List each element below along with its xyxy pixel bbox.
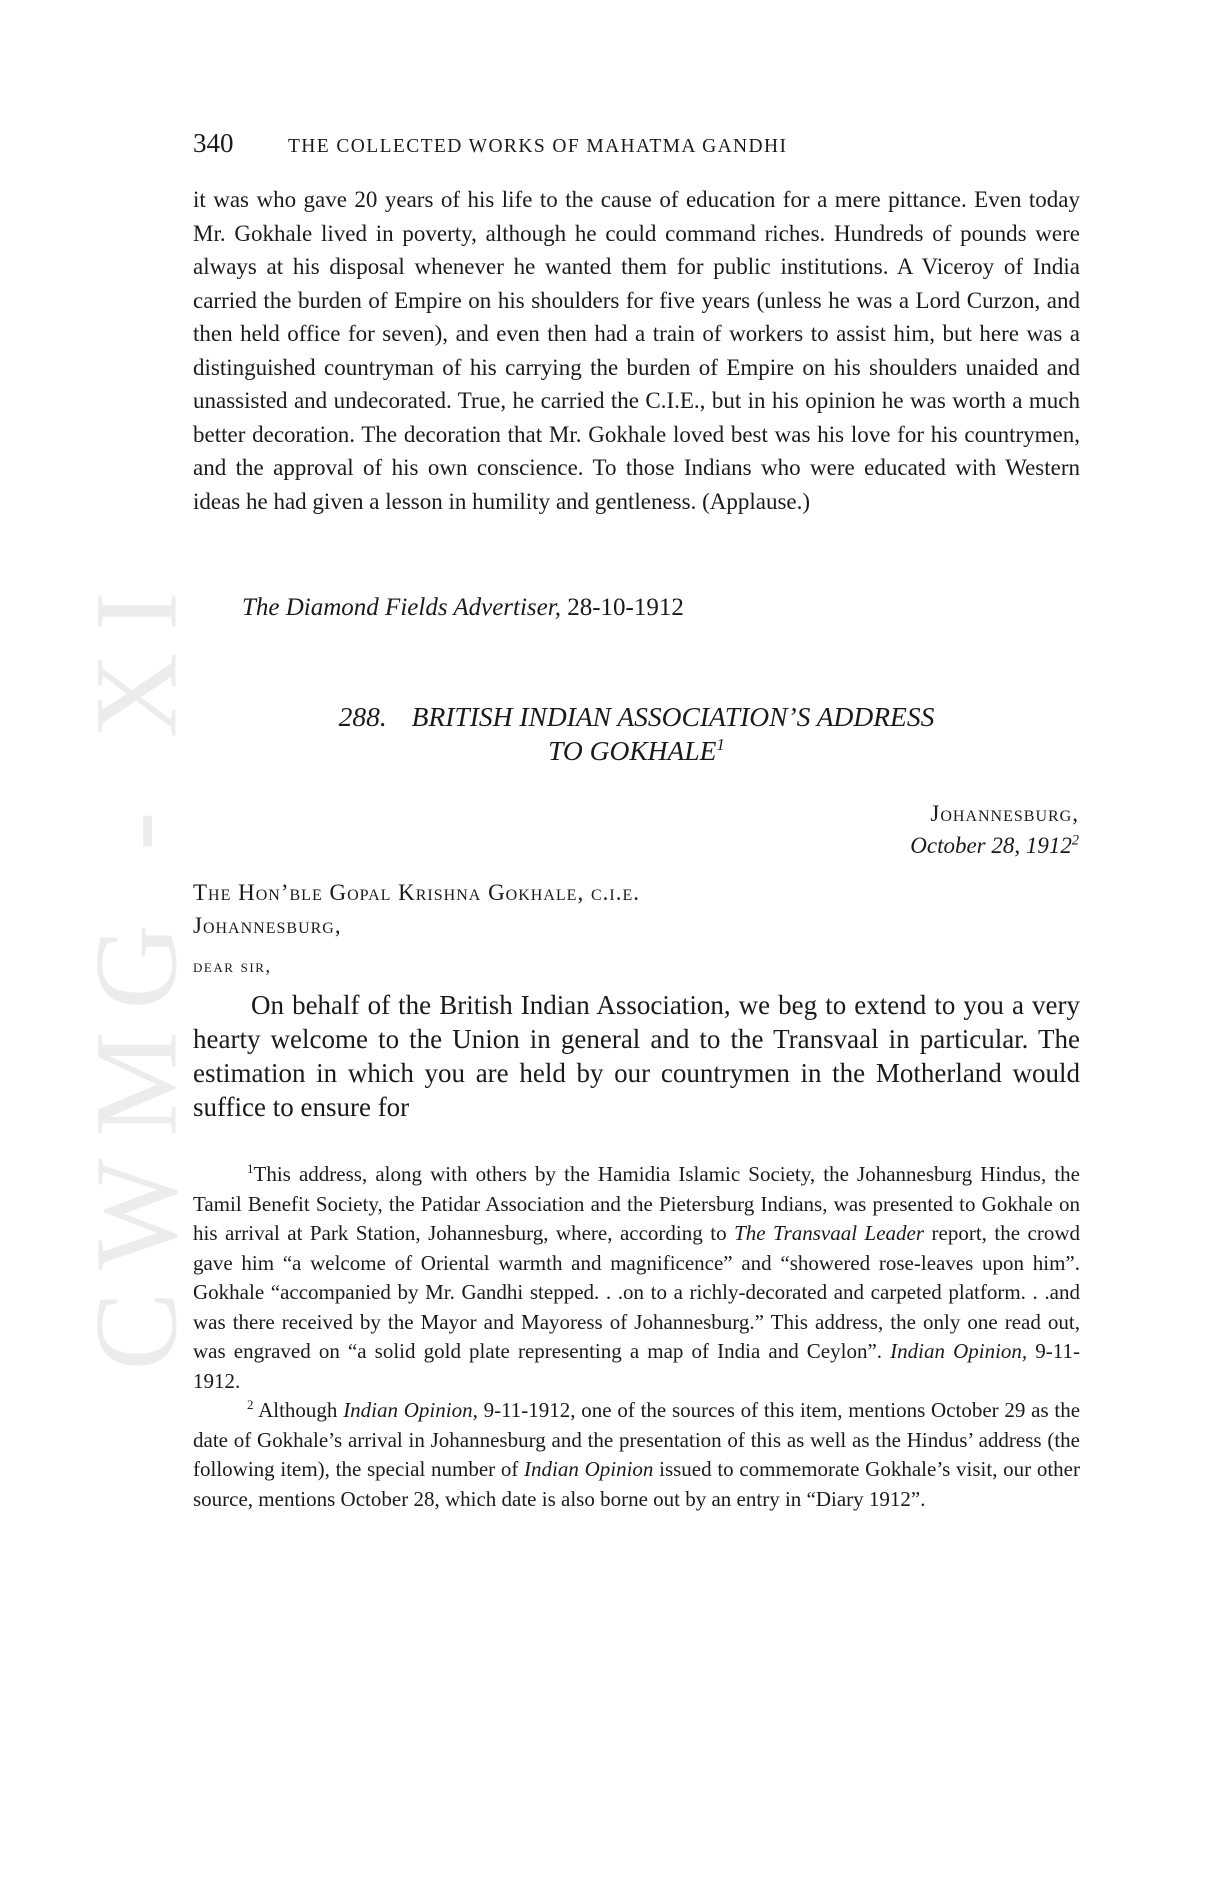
place: Johannesburg, xyxy=(930,801,1079,826)
addressee-city: Johannesburg, xyxy=(193,913,342,938)
page-number: 340 xyxy=(193,128,234,158)
footnote-1-text-a: This address, along with others by the Hamidia Islamic Society, the Johannesburg Hindus, the Tamil Benefit Society, the Patidar Association and the Pietersburg Indians, was presented to Gokhale on his arrival at Park Station, Johannesburg, where, according to xyxy=(193,1162,1080,1245)
footnote-2-italic-b: Indian Opinion xyxy=(524,1457,654,1481)
footnote-1-marker: 1 xyxy=(247,1161,254,1176)
source-date: 28-10-1912 xyxy=(567,594,684,621)
item-title-line2: TO GOKHALE xyxy=(548,735,717,766)
footnote-1-text-c: 9-11-1912. xyxy=(193,1339,1080,1393)
footnote-2-text-a: Although xyxy=(258,1398,338,1422)
body-text xyxy=(193,183,1080,518)
footnotes xyxy=(193,1160,1080,1514)
footnote-ref-2: 2 xyxy=(1071,832,1079,849)
salutation: dear sir, xyxy=(193,956,272,977)
footnote-1-text-b: report, the crowd gave him “a welcome of Oriental warmth and magnificence” and “showered rose-leaves upon him”. Gokhale “accompanied by Mr. Gandhi stepped. . .on to a richly-decorated and carpeted platform. . .and was there received by the Mayor and Mayoress of Johannesburg.” This address, the only one read out, was engraved on “a solid gold plate representing a map of India and Ceylon”. xyxy=(193,1221,1081,1363)
footnote-2-italic-a: Indian Opinion, xyxy=(343,1398,478,1422)
addressee-name: The Hon’ble Gopal Krishna Gokhale, c.i.e. xyxy=(193,880,640,905)
watermark xyxy=(71,560,202,1380)
addressee xyxy=(193,876,640,942)
footnote-2 xyxy=(193,1396,1080,1514)
footnote-ref-1: 1 xyxy=(716,734,725,754)
page-header xyxy=(193,128,1080,159)
source-citation xyxy=(242,594,684,622)
item-heading xyxy=(193,700,1080,768)
body-paragraph: it was who gave 20 years of his life to the cause of education for a mere pittance. Even today Mr. Gokhale lived in poverty, although he could command riches. Hundreds of pounds were always at his disposal whenever he wanted them for public institutions. A Viceroy of India carried the burden of Empire on his shoulders for five years (unless he was a Lord Curzon, and then held office for seven), and even then had a train of workers to assist him, but here was a distinguished countryman of his carrying the burden of Empire on his shoulders unaided and unassisted and undecorated. True, he carried the C.I.E., but in his opinion he was worth a much better decoration. The decoration that Mr. Gokhale loved best was his love for his countrymen, and the approval of his own conscience. To those Indians who were educated with Western ideas he had given a lesson in humility and gentleness. (Applause.) xyxy=(193,187,1080,514)
footnote-2-text-c: issued to commemorate Gokhale’s visit, our other source, mentions October 28, which date is also borne out by an entry in “Diary 1912”. xyxy=(193,1457,1080,1511)
source-publication: The Diamond Fields Advertiser, xyxy=(242,594,561,621)
watermark-text: CWMG - XI xyxy=(71,569,202,1371)
footnote-1 xyxy=(193,1160,1080,1396)
footnote-1-italic-b: Indian Opinion, xyxy=(890,1339,1028,1363)
place-date xyxy=(910,798,1079,862)
item-number: 288. xyxy=(338,701,387,732)
running-head: THE COLLECTED WORKS OF MAHATMA GANDHI xyxy=(288,136,788,157)
item-title-line1: BRITISH INDIAN ASSOCIATION’S ADDRESS xyxy=(411,701,935,732)
footnote-1-italic-a: The Transvaal Leader xyxy=(734,1221,925,1245)
letter-date: October 28, 1912 xyxy=(910,833,1072,858)
footnote-2-text-b: 9-11-1912, one of the sources of this item, mentions October 29 as the date of Gokhale’s arrival in Johannesburg and the presentation of this as well as the Hindus’ address (the following item), the special number of xyxy=(193,1398,1081,1481)
footnote-2-marker: 2 xyxy=(247,1397,254,1412)
letter-body xyxy=(193,988,1080,1124)
letter-paragraph: On behalf of the British Indian Association, we beg to extend to you a very hearty welcome to the Union in general and to the Transvaal in particular. The estimation in which you are held by our countrymen in the Motherland would suffice to ensure for xyxy=(193,990,1080,1122)
